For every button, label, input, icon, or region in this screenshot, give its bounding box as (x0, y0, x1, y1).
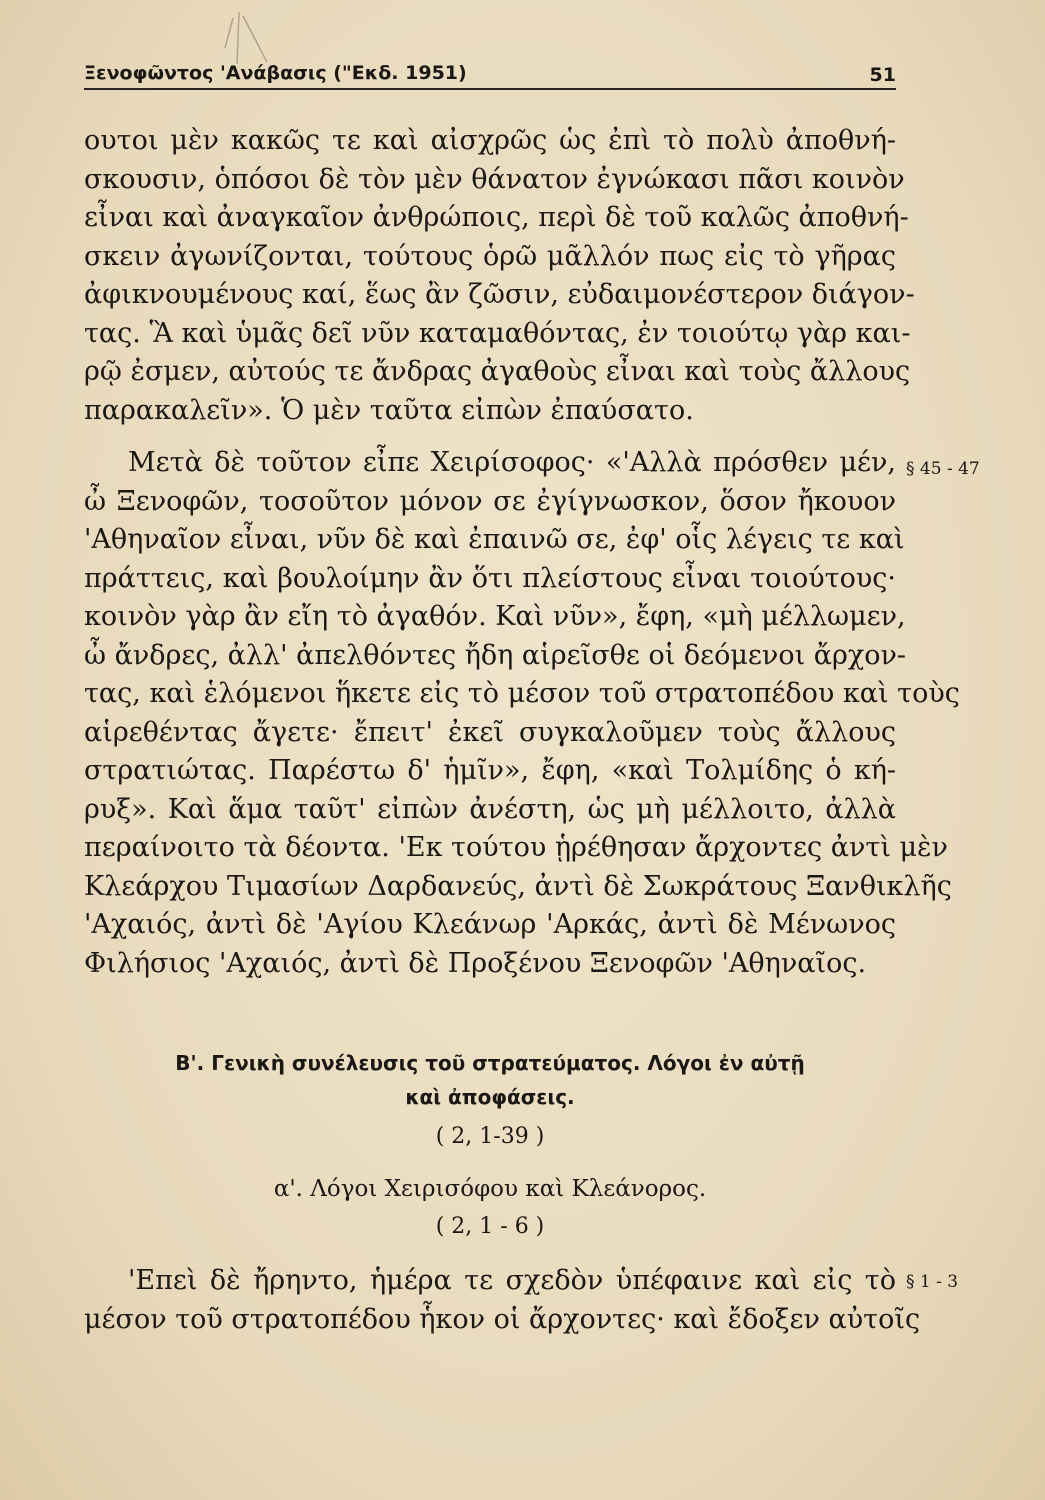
section-heading-line: καὶ ἀποφάσεις. (405, 1085, 575, 1109)
text-line: αἱρεθέντας ἄγετε· ἔπειτ' ἐκεῖ συγκαλοῦμεν τοὺς ἄλλους (84, 716, 896, 748)
text-line: ρῷ ἐσμεν, αὐτούς τε ἄνδρας ἀγαθοὺς εἶναι καὶ τοὺς ἄλλους (84, 356, 911, 387)
subsection-heading: α'. Λόγοι Χειρισόφου καὶ Κλεάνορος. (273, 1176, 707, 1202)
page-number: 51 (869, 64, 896, 86)
text-line: εἶναι καὶ ἀναγκαῖον ἀνθρώποις, περὶ δὲ τοῦ καλῶς ἀποθνή- (84, 202, 909, 233)
subsection-range: ( 2, 1 - 6 ) (435, 1214, 545, 1239)
text-line: σκειν ἀγωνίζονται, τούτους ὁρῶ μᾶλλόν πως εἰς τὸ γῆρας (84, 240, 896, 272)
margin-reference: § 1 - 3 (906, 1272, 959, 1292)
text-line: περαίνοιτο τὰ δέοντα. 'Εκ τούτου ᾑρέθησαν ἄρχοντες ἀντὶ μὲν (84, 832, 948, 863)
paragraph-1 (84, 122, 915, 430)
text-line: Φιλήσιος 'Αχαιός, ἀντὶ δὲ Προξένου Ξενοφῶν 'Αθηναῖος. (84, 947, 867, 979)
section-heading (84, 1046, 896, 1114)
text-line: ἀφικνουμένους καί, ἕως ἂν ζῶσιν, εὐδαιμονέστερον διάγον- (84, 279, 915, 310)
text-line: 'Επεὶ δὲ ἤρηντο, ἡμέρα τε σχεδὸν ὑπέφαινε καὶ εἰς τὸ (128, 1265, 896, 1296)
section-heading-line: Β'. Γενικὴ συνέλευσις τοῦ στρατεύματος. Λόγοι ἐν αὐτῇ (175, 1051, 805, 1075)
margin-reference: § 45 - 47 (906, 459, 980, 479)
text-line: τας, καὶ ἑλόμενοι ἥκετε εἰς τὸ μέσον τοῦ στρατοπέδου καὶ τοὺς (84, 678, 960, 709)
text-line: παρακαλεῖν». Ὁ μὲν ταῦτα εἰπὼν ἐπαύσατο. (84, 394, 694, 426)
paragraph-3 (84, 1262, 921, 1339)
text-line: στρατιώτας. Παρέστω δ' ἡμῖν», ἔφη, «καὶ Τολμίδης ὁ κή- (84, 755, 896, 786)
text-line: ὦ Ξενοφῶν, τοσοῦτον μόνον σε ἐγίγνωσκον, ὅσον ἤκουον (84, 485, 896, 517)
text-line: ρυξ». Καὶ ἅμα ταῦτ' εἰπὼν ἀνέστη, ὡς μὴ μέλλοιτο, ἀλλὰ (84, 793, 896, 825)
text-line: Μετὰ δὲ τοῦτον εἶπε Χειρίσοφος· «'Αλλὰ πρόσθεν μέν, (128, 447, 896, 478)
text-line: μέσον τοῦ στρατοπέδου ἧκον οἱ ἄρχοντες· καὶ ἔδοξεν αὐτοῖς (84, 1303, 921, 1335)
running-head-title: Ξενοφῶντος 'Ανάβασις ("Εκδ. 1951) (84, 62, 467, 84)
text-line: Κλεάρχου Τιμασίων Δαρδανεύς, ἀντὶ δὲ Σωκράτους Ξανθικλῆς (84, 870, 952, 902)
text-line: κοινὸν γὰρ ἂν εἴη τὸ ἀγαθόν. Καὶ νῦν», ἔφη, «μὴ μέλλωμεν, (84, 601, 906, 632)
text-line: τας. Ἃ καὶ ὑμᾶς δεῖ νῦν καταμαθόντας, ἐν τοιούτῳ γὰρ και- (84, 317, 911, 349)
text-line: πράττεις, καὶ βουλοίμην ἂν ὅτι πλείστους εἶναι τοιούτους· (84, 562, 896, 594)
text-line: 'Αχαιός, ἀντὶ δὲ 'Αγίου Κλεάνωρ 'Αρκάς, ἀντὶ δὲ Μένωνος (84, 909, 896, 940)
running-head (84, 58, 896, 90)
section-range: ( 2, 1-39 ) (435, 1124, 545, 1149)
text-line: ουτοι μὲν κακῶς τε καὶ αἰσχρῶς ὡς ἐπὶ τὸ πολὺ ἀποθνή- (84, 125, 896, 156)
text-line: σκουσιν, ὁπόσοι δὲ τὸν μὲν θάνατον ἐγνώκασι πᾶσι κοινὸν (84, 163, 905, 195)
text-line: ὦ ἄνδρες, ἀλλ' ἀπελθόντες ἤδη αἱρεῖσθε οἱ δεόμενοι ἄρχον- (84, 639, 907, 671)
text-line: 'Αθηναῖον εἶναι, νῦν δὲ καὶ ἐπαινῶ σε, ἐφ' οἷς λέγεις τε καὶ (84, 524, 905, 555)
